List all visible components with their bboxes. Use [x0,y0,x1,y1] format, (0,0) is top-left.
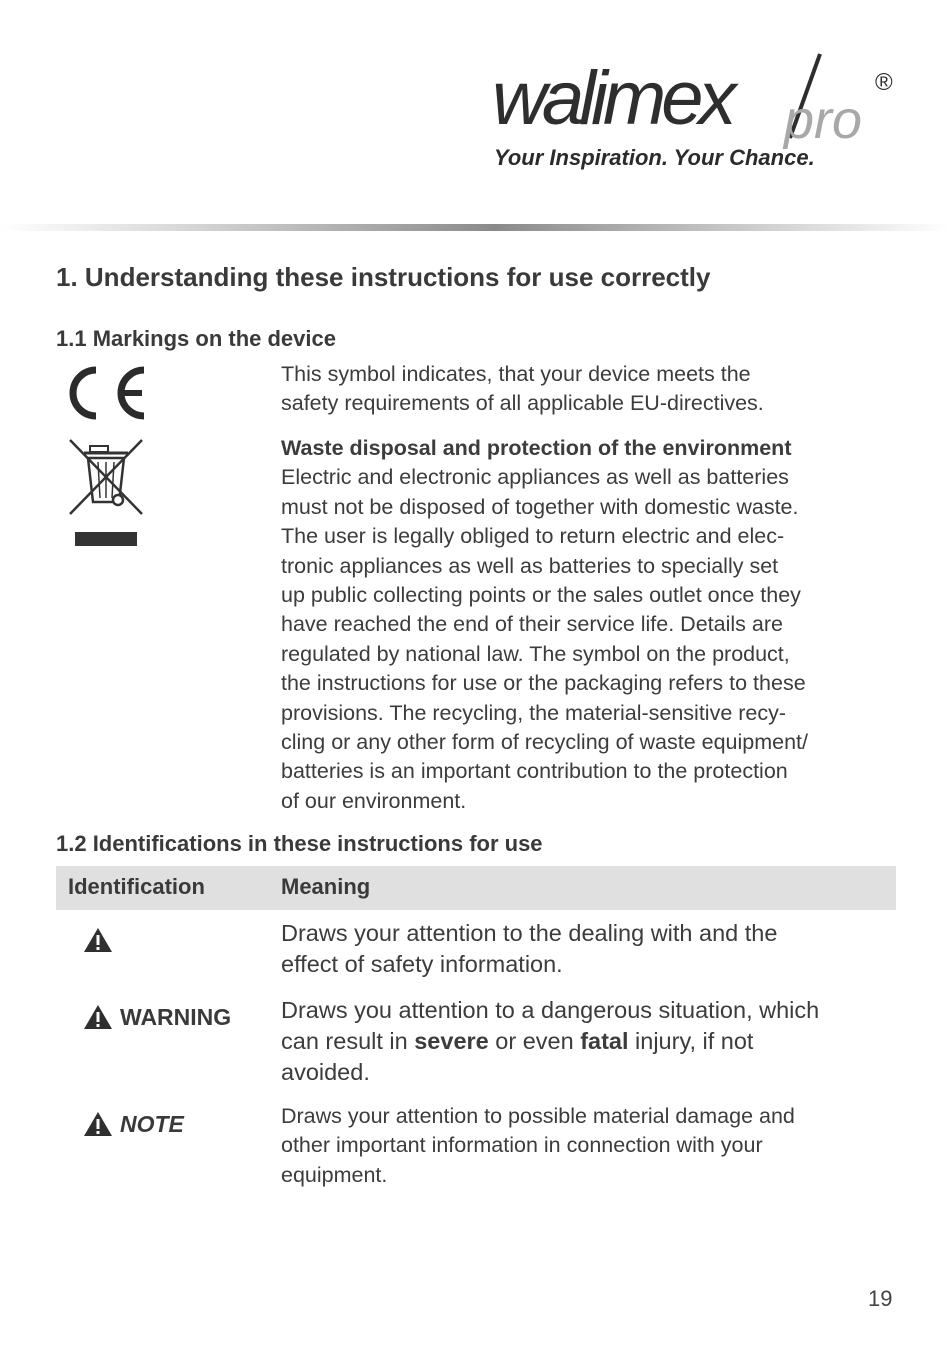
text-line: up public collecting points or the sales outlet once they [281,583,801,608]
subsection-title-markings: 1.1 Markings on the device [56,326,336,351]
warning-triangle-icon [82,1003,114,1031]
logo-suffix: pro [784,90,863,150]
column-header-meaning: Meaning [281,874,371,899]
ce-mark-icon [66,364,150,427]
note-label: NOTE [120,1110,184,1137]
crossed-out-wheelie-bin-icon [66,436,146,553]
text-line: the instructions for use or the packaging refers to these [281,671,806,696]
text-line: of our environment. [281,788,467,813]
ce-description: This symbol indicates, that your device meets the safety requirements of all applicable EU-directives. [281,362,764,416]
column-header-identification: Identification [68,874,205,899]
text-line: must not be disposed of together with domestic waste. [281,494,799,519]
text-line: regulated by national law. The symbol on the product, [281,641,790,666]
table-row-meaning-note: Draws your attention to possible material damage and other important information in connection with your equipment. [281,1104,795,1187]
table-row-identification-warning [82,1003,231,1031]
warning-triangle-icon [82,926,114,954]
emphasis-fatal: fatal [580,1028,629,1054]
text-line: batteries is an important contribution to the protection [281,759,788,784]
emphasis-severe: severe [414,1028,489,1054]
logo-wordmark: walimex [492,56,732,141]
table-row-identification-note [82,1110,184,1138]
text-line: Electric and electronic appliances as well as batteries [281,465,789,490]
registered-mark: ® [875,69,893,96]
warning-triangle-icon [82,1110,114,1138]
text-line: have reached the end of their service life. Details are [281,612,783,637]
waste-disposal-heading: Waste disposal and protection of the environment [281,436,792,460]
header-divider [0,224,950,231]
waste-disposal-block [281,434,808,816]
section-title: 1. Understanding these instructions for use correctly [56,262,711,292]
table-row-identification [82,926,114,954]
text-line: The user is legally obliged to return electric and elec- [281,524,785,549]
table-row-meaning-warning: Draws you attention to a dangerous situation, which can result in severe or even fatal injury, if not avoided. [281,997,820,1085]
warning-label: WARNING [120,1003,232,1030]
logo-graphic [490,52,910,152]
table-row-meaning: Draws your attention to the dealing with and the effect of safety information. [281,920,778,977]
tagline: Your Inspiration. Your Chance. [494,145,815,170]
subsection-title-identifications: 1.2 Identifications in these instructions for use [56,831,543,856]
text-line: cling or any other form of recycling of waste equipment/ [281,730,809,755]
text-line: tronic appliances as well as batteries to specially set [281,553,779,578]
page-number: 19 [868,1286,893,1311]
text-line: provisions. The recycling, the material-sensitive recy- [281,700,787,725]
